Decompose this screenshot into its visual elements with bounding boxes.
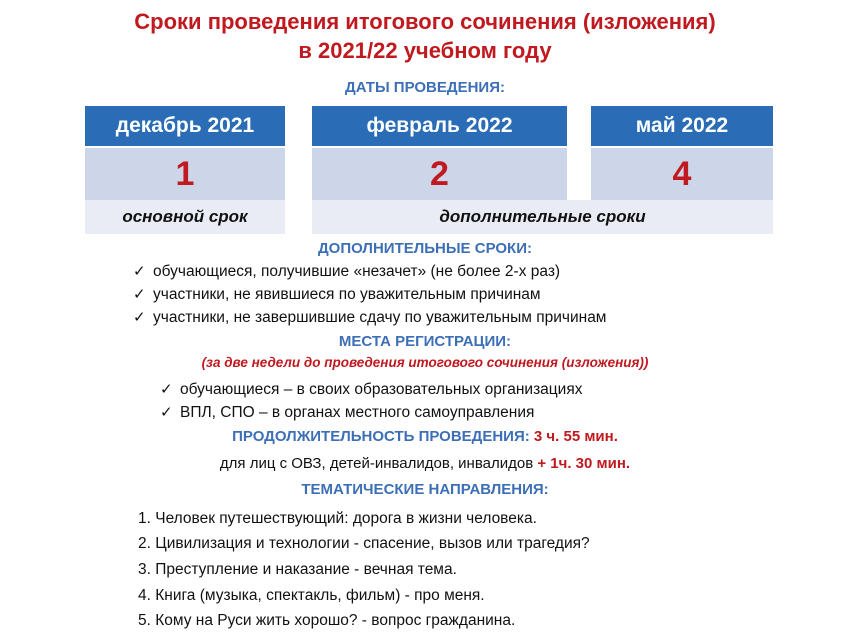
card-february-month: февраль 2022 [312, 106, 567, 146]
additional-heading: ДОПОЛНИТЕЛЬНЫЕ СРОКИ: [318, 240, 532, 257]
additional-item: ✓ участники, не явившиеся по уважительным причинам [133, 286, 541, 303]
theme-item: 4. Книга (музыка, спектакль, фильм) - про меня. [138, 587, 485, 604]
checkmark-icon: ✓ [160, 404, 173, 421]
page-title-line2: в 2021/22 учебном году [298, 38, 552, 63]
theme-item: 1. Человек путешествующий: дорога в жизни человека. [138, 510, 537, 527]
duration-extra-value: + 1ч. 30 мин. [537, 455, 631, 472]
registration-item: ✓ ВПЛ, СПО – в органах местного самоуправления [160, 404, 535, 421]
main-term-label: основной срок [85, 200, 285, 234]
duration-line [0, 428, 850, 445]
card-december-month: декабрь 2021 [85, 106, 285, 146]
card-may-month: май 2022 [591, 106, 773, 146]
dates-heading: ДАТЫ ПРОВЕДЕНИЯ: [345, 79, 505, 96]
duration-label: ПРОДОЛЖИТЕЛЬНОСТЬ ПРОВЕДЕНИЯ: [232, 428, 530, 445]
duration-extra-label: для лиц с ОВЗ, детей-инвалидов, инвалидов [219, 455, 534, 472]
checkmark-icon: ✓ [160, 381, 173, 398]
registration-item: ✓ обучающиеся – в своих образовательных организациях [160, 381, 583, 398]
page-title-line1: Сроки проведения итогового сочинения (изложения) [134, 9, 716, 34]
checkmark-icon: ✓ [133, 263, 146, 280]
registration-note: (за две недели до проведения итогового сочинения (изложения)) [201, 355, 649, 370]
checkmark-icon: ✓ [133, 286, 146, 303]
additional-item: ✓ участники, не завершившие сдачу по уважительным причинам [133, 309, 607, 326]
themes-heading: ТЕМАТИЧЕСКИЕ НАПРАВЛЕНИЯ: [301, 481, 549, 498]
theme-item: 3. Преступление и наказание - вечная тема. [138, 561, 457, 578]
card-december-day: 1 [85, 148, 285, 200]
registration-heading: МЕСТА РЕГИСТРАЦИИ: [338, 333, 512, 350]
checkmark-icon: ✓ [133, 309, 146, 326]
duration-value: 3 ч. 55 мин. [533, 428, 618, 445]
card-february-day: 2 [312, 148, 567, 200]
duration-extra-line [0, 455, 850, 472]
extra-terms-label: дополнительные сроки [312, 200, 773, 234]
additional-item: ✓ обучающиеся, получившие «незачет» (не более 2-х раз) [133, 263, 561, 280]
card-may-day: 4 [591, 148, 773, 200]
theme-item: 2. Цивилизация и технологии - спасение, вызов или трагедия? [138, 535, 590, 552]
theme-item: 5. Кому на Руси жить хорошо? - вопрос гражданина. [138, 612, 516, 629]
